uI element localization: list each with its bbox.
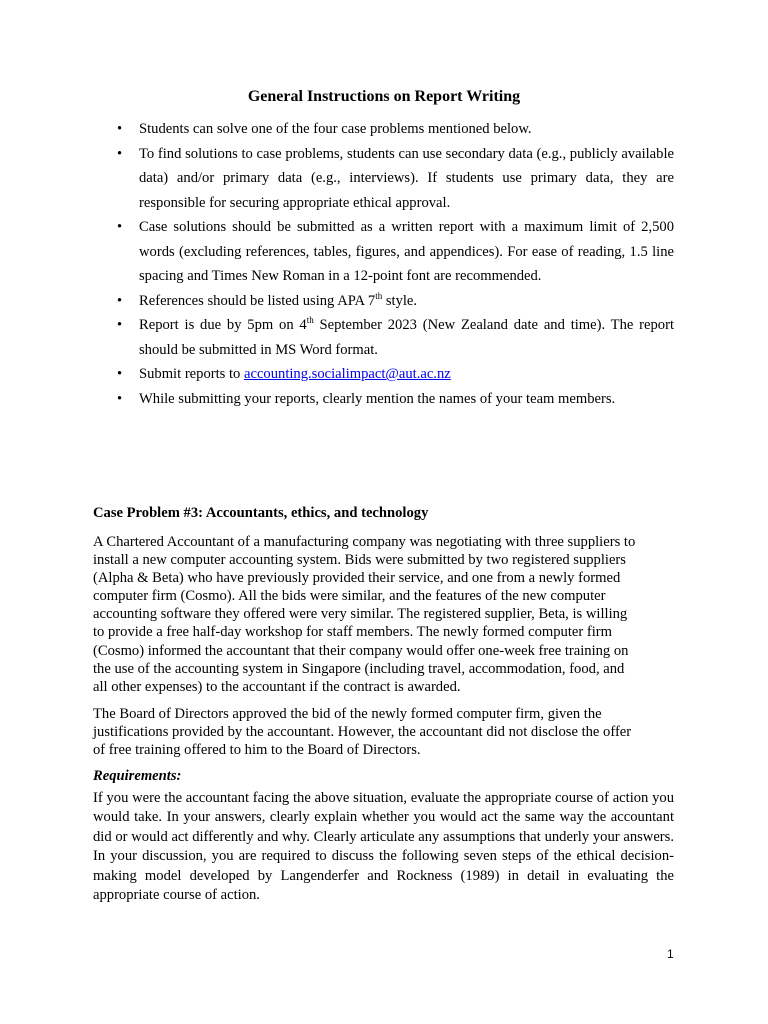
item-text: style.: [382, 292, 418, 309]
case-title: Case Problem #3: Accountants, ethics, and technology: [93, 505, 429, 521]
text-line: A Chartered Accountant of a manufacturing company was negotiating with three suppliers to: [93, 534, 636, 550]
item-text: To find solutions to case problems, students can use secondary data (e.g., publicly available data) and/or primary data (e.g., interviews). If students use primary data, they are responsible for securing appropriate ethical approval.: [139, 145, 674, 211]
page-number: 1: [667, 947, 674, 961]
text-line: of free training offered to him to the Board of Directors.: [93, 742, 421, 759]
text-line: justifications provided by the accountant. However, the accountant did not disclose the offer: [93, 724, 632, 741]
item-text: Submit reports to: [139, 366, 244, 382]
page-title: General Instructions on Report Writing: [247, 88, 521, 105]
text-line: The Board of Directors approved the bid of the newly formed computer firm, given the: [93, 706, 602, 722]
list-item: [93, 313, 674, 362]
bullet-icon: •: [117, 317, 123, 333]
text-line: all other expenses) to the accountant if the contract is awarded.: [93, 678, 461, 695]
text-line: (Cosmo) informed the accountant that their company would offer one-week free training on: [93, 642, 629, 659]
item-text: September 2023 (New Zealand date and time). The report should be submitted in MS Word format.: [139, 317, 674, 358]
text-line: computer firm (Cosmo). All the bids were similar, and the features of the new computer: [93, 588, 606, 605]
list-item: [93, 289, 674, 314]
text-line: to provide a free half-day workshop for staff members. The newly formed computer firm: [93, 624, 612, 641]
item-text: While submitting your reports, clearly mention the names of your team members.: [139, 390, 616, 407]
list-item: [93, 117, 674, 142]
list-item: [93, 142, 674, 216]
instructions-list: [93, 117, 674, 411]
text-line: accounting software they offered were very similar. The registered supplier, Beta, is willing: [93, 606, 628, 623]
superscript: th: [306, 315, 314, 325]
email-link[interactable]: accounting.socialimpact@aut.ac.nz: [244, 366, 451, 382]
bullet-icon: •: [117, 121, 123, 137]
bullet-icon: •: [117, 145, 123, 162]
list-item: [93, 362, 674, 387]
text-line: (Alpha & Beta) who have previously provided their service, and one from a newly formed: [93, 570, 621, 587]
bullet-icon: •: [117, 366, 123, 382]
requirements-text: If you were the accountant facing the above situation, evaluate the appropriate course of action you would take. In your answers, clearly explain whether you would act the same way the accountant did or would act differently and why. Clearly articulate any assumptions that underly your answers. In your discussion, you are required to discuss the following seven steps of the ethical decision-making model developed by Langenderfer and Rockness (1989) in detail in evaluating the appropriate course of action.: [93, 790, 674, 904]
item-text: Report is due by 5pm on 4: [139, 317, 307, 333]
text-line: the use of the accounting system in Singapore (including travel, accommodation, food, and: [93, 660, 625, 677]
bullet-icon: •: [117, 292, 123, 309]
case-paragraph-1: [93, 533, 674, 696]
list-item: [93, 387, 674, 412]
item-text: References should be listed using APA 7: [139, 292, 376, 309]
requirements-heading: Requirements:: [93, 768, 182, 784]
superscript: th: [375, 290, 383, 301]
case-paragraph-2: [93, 705, 674, 759]
item-text: Students can solve one of the four case problems mentioned below.: [139, 121, 532, 137]
text-line: install a new computer accounting system. Bids were submitted by two registered suppliers: [93, 552, 626, 569]
bullet-icon: •: [117, 219, 123, 235]
list-item: [93, 215, 674, 289]
bullet-icon: •: [117, 390, 123, 407]
item-text: Case solutions should be submitted as a written report with a maximum limit of 2,500 words (excluding references, tables, figures, and appendices). For ease of reading, 1.5 line spacing and Times New Roman in a 12-point font are recommended.: [139, 219, 674, 284]
